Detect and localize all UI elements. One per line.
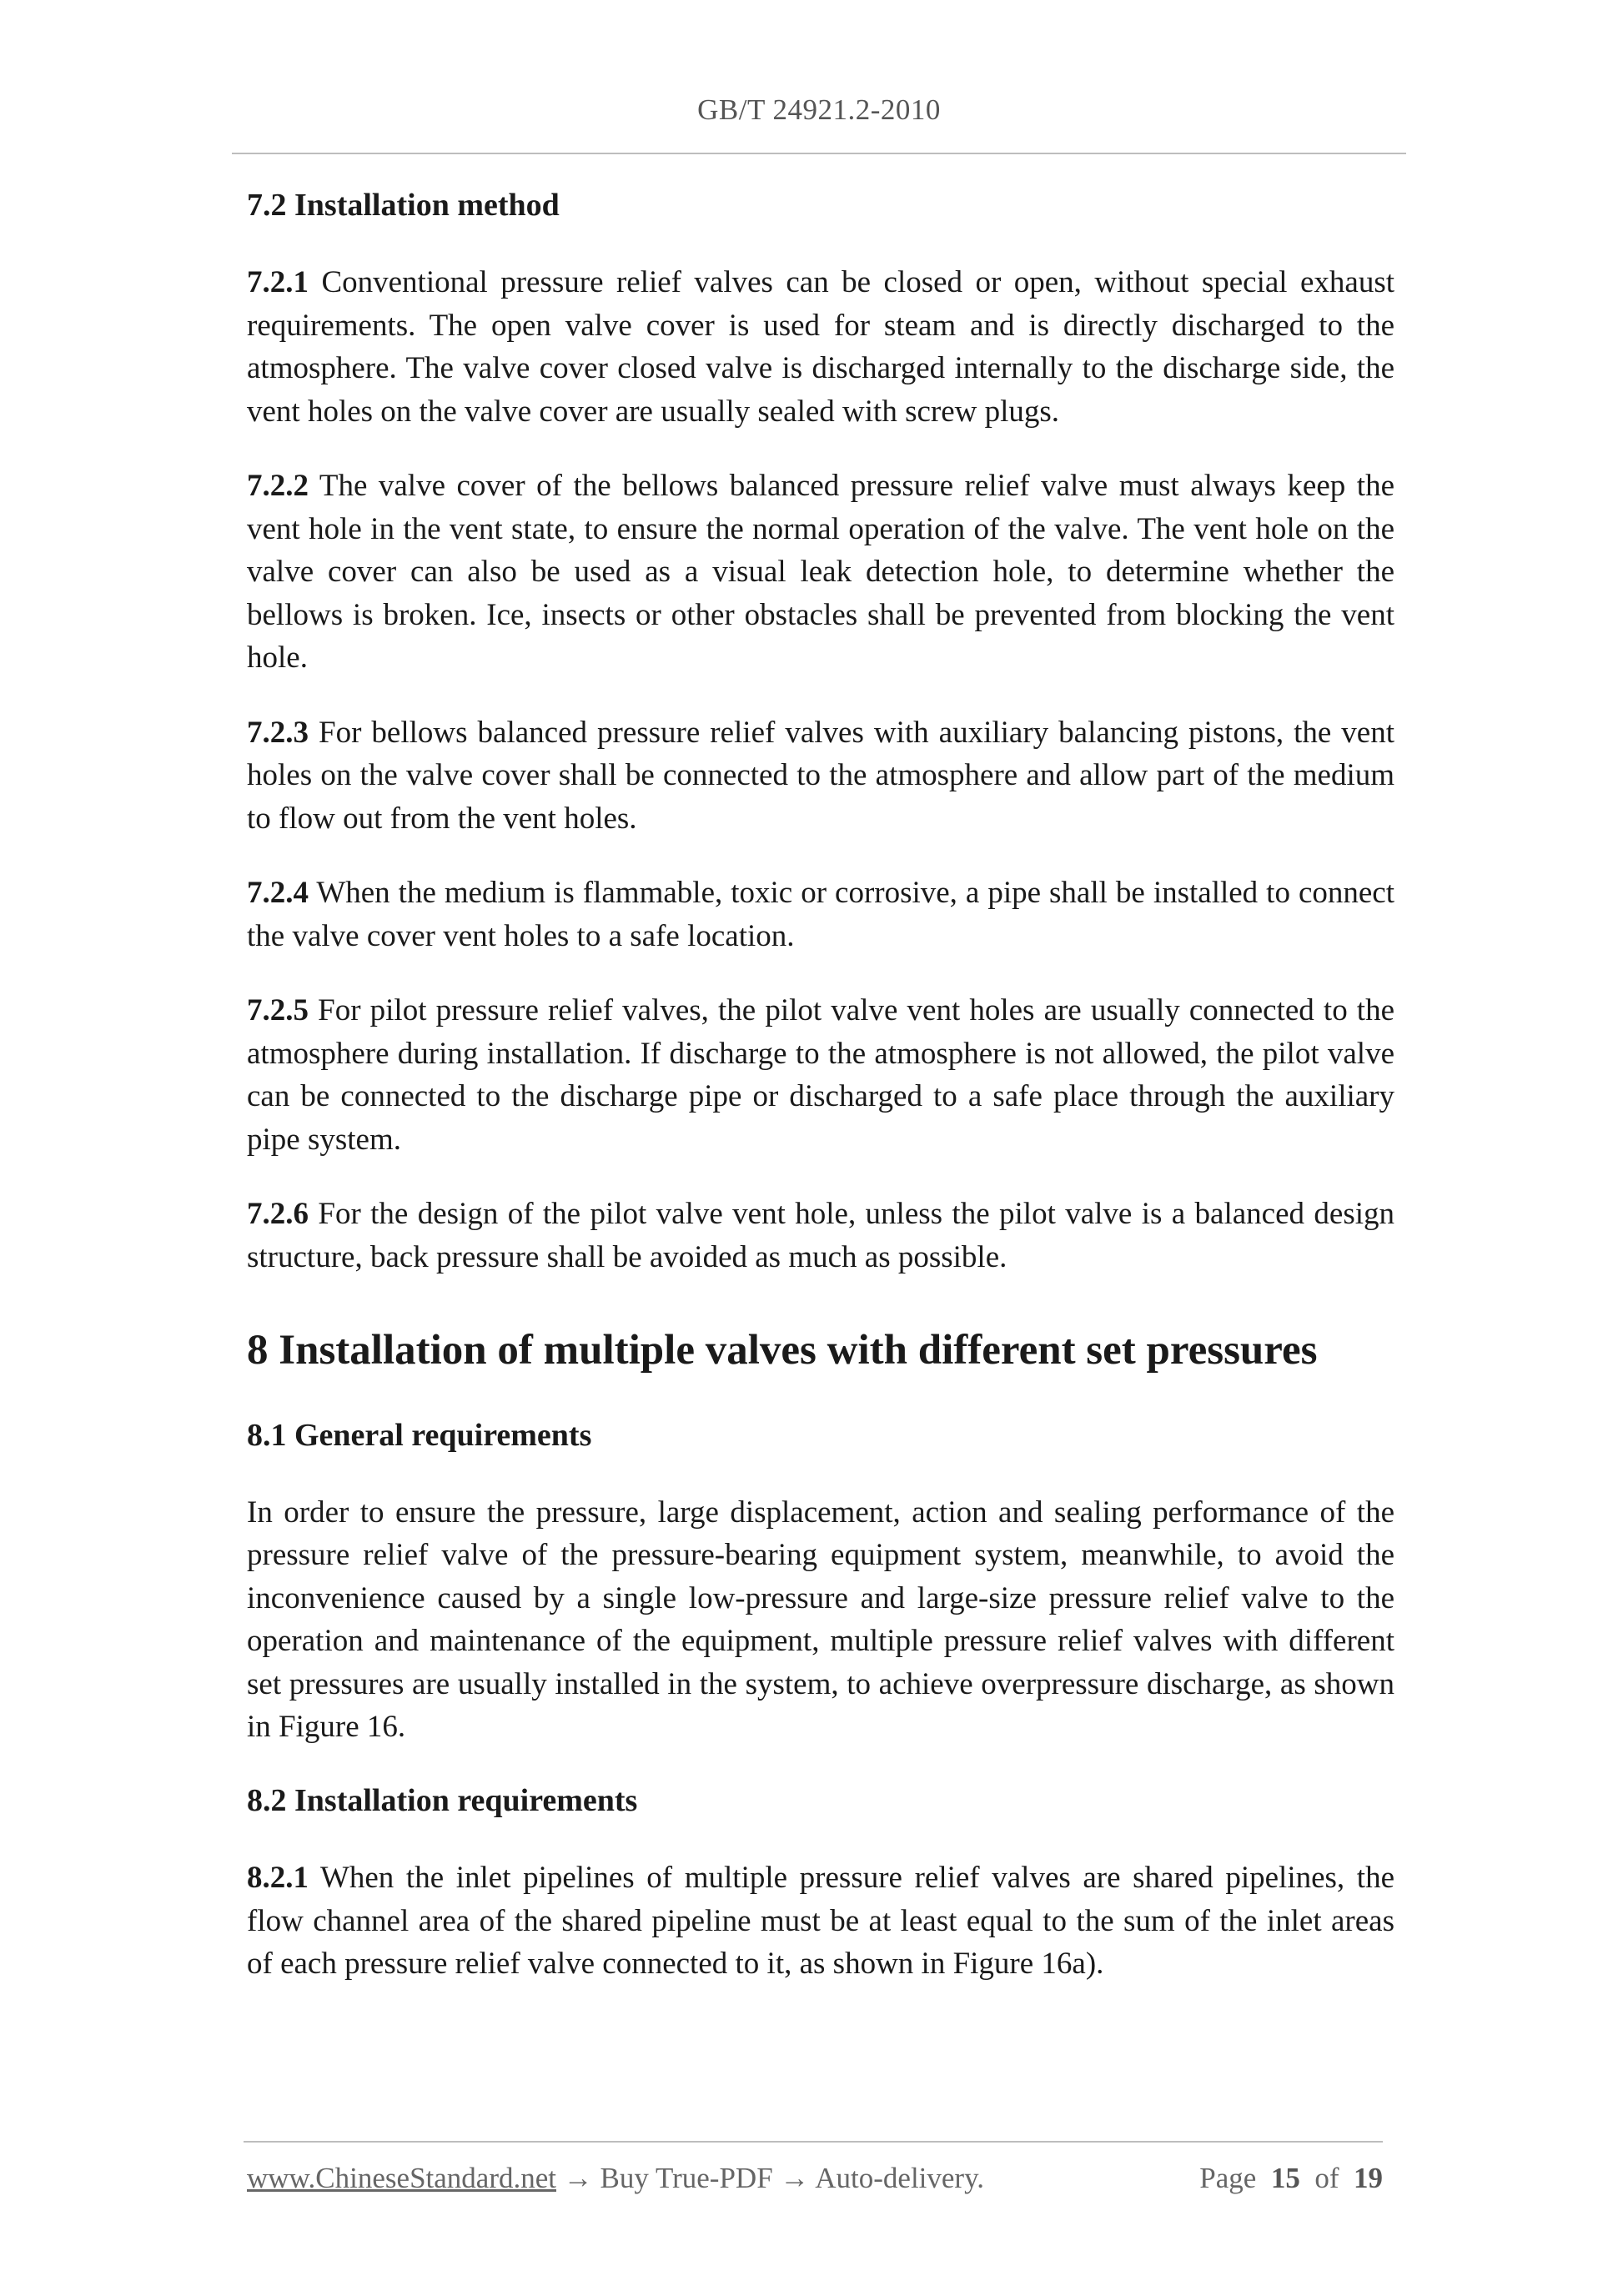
clause-text: When the medium is flammable, toxic or corrosive, a pipe shall be installed to connect the valve cover vent holes to a safe location. [247, 876, 1394, 953]
chapter-8-heading: 8 Installation of multiple valves with different set pressures [247, 1327, 1318, 1374]
clause-number: 8.2.1 [247, 1861, 309, 1896]
clause-text: The valve cover of the bellows balanced pressure relief valve must always keep the vent hole in the vent state, to ensure the normal operation of the valve. The vent hole on the valve cover can also be used as a visual leak detection hole, to determine whether the bellows is broken. Ice, insects or other obstacles shall be prevented from blocking the vent hole. [247, 469, 1394, 676]
section-7-2-heading: 7.2 Installation method [247, 188, 560, 223]
clause-number: 7.2.1 [247, 265, 309, 300]
section-8-1-text: In order to ensure the pressure, large displacement, action and sealing performance of the pressure relief valve of the pressure-bearing equipment system, meanwhile, to avoid the inconvenience caused by a single low-pressure and large-size pressure relief valve to the operation and maintenance of the equipment, multiple pressure relief valves with different set pressures are usually installed in the system, to achieve overpressure discharge, as shown in Figure 16. [247, 1495, 1394, 1745]
clause-number: 7.2.5 [247, 993, 309, 1028]
document-header: GB/T 24921.2-2010 [697, 93, 941, 126]
clause-text: For pilot pressure relief valves, the pilot valve vent holes are usually connected to the atmosphere during installation. If discharge to the atmosphere is not allowed, the pilot valve can be connected to the discharge pipe or discharged to a safe place through the auxiliary pipe system. [247, 993, 1395, 1157]
clause-7-2-2 [247, 465, 1394, 680]
page-label: Page [1199, 2162, 1257, 2194]
clause-7-2-6 [247, 1193, 1394, 1279]
page-body [247, 185, 1394, 2017]
clause-7-2-1 [247, 261, 1394, 433]
arrow-right-icon: → [780, 2162, 810, 2194]
clause-number: 7.2.4 [247, 876, 309, 911]
buy-text: Buy True-PDF [600, 2162, 773, 2194]
clause-7-2-4 [247, 872, 1394, 957]
footer-left [247, 2162, 984, 2195]
page-total: 19 [1354, 2162, 1383, 2194]
clause-text: For bellows balanced pressure relief valves with auxiliary balancing pistons, the vent holes on the valve cover shall be connected to the atmosphere and allow part of the medium to flow out from the vent holes. [247, 715, 1395, 836]
page-indicator [1199, 2162, 1383, 2195]
clause-text: For the design of the pilot valve vent hole, unless the pilot valve is a balanced design structure, back pressure shall be avoided as much as possible. [247, 1197, 1394, 1274]
clause-7-2-3 [247, 711, 1394, 841]
clause-number: 7.2.3 [247, 715, 309, 750]
clause-text: When the inlet pipelines of multiple pressure relief valves are shared pipelines, the flow channel area of the shared pipeline must be at least equal to the sum of the inlet areas of each pressure relief valve connected to it, as shown in Figure 16a). [247, 1861, 1394, 1982]
section-8-1-heading: 8.1 General requirements [247, 1417, 592, 1453]
delivery-text: Auto-delivery. [815, 2162, 985, 2194]
footer-divider [244, 2141, 1383, 2143]
page-number: 15 [1270, 2162, 1300, 2194]
clause-number: 7.2.2 [247, 469, 309, 504]
clause-7-2-5 [247, 989, 1394, 1161]
header-divider [232, 153, 1406, 154]
website-link[interactable]: www.ChineseStandard.net [247, 2162, 556, 2194]
section-8-2-heading: 8.2 Installation requirements [247, 1782, 638, 1818]
clause-8-2-1 [247, 1856, 1394, 1986]
clause-number: 7.2.6 [247, 1197, 309, 1232]
clause-text: Conventional pressure relief valves can be closed or open, without special exhaust requirements. The open valve cover is used for steam and is directly discharged to the atmosphere. The valve cover closed valve is discharged internally to the discharge side, the vent holes on the valve cover are usually sealed with screw plugs. [247, 265, 1395, 429]
of-label: of [1314, 2162, 1339, 2194]
arrow-right-icon: → [563, 2162, 593, 2194]
page-footer [247, 2162, 1383, 2195]
